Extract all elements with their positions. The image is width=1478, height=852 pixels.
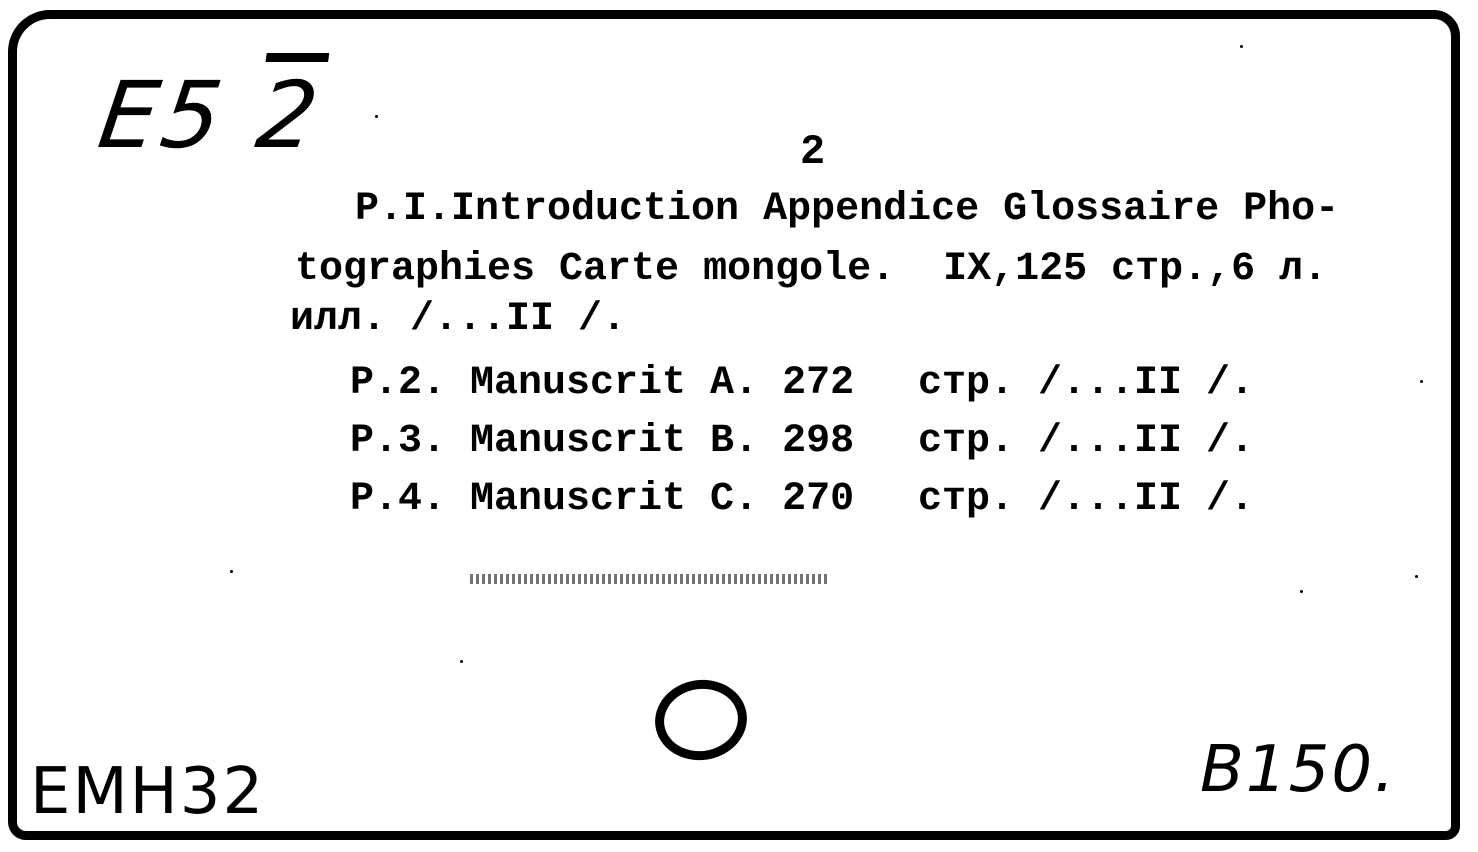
speck bbox=[1240, 45, 1243, 48]
speck bbox=[1420, 380, 1423, 383]
card-number: 2 bbox=[800, 128, 826, 176]
code-bottom-left: EMH32 bbox=[30, 755, 266, 829]
part-label: P.3. Manuscrit B. 298 bbox=[350, 419, 855, 464]
part-pages: стр. /...II /. bbox=[918, 419, 1255, 464]
speck bbox=[1415, 575, 1418, 578]
shelfmark-main: E5 bbox=[92, 62, 233, 169]
part-label: P.4. Manuscrit C. 270 bbox=[350, 477, 855, 522]
speck bbox=[460, 660, 463, 663]
part-pages: стр. /...II /. bbox=[918, 361, 1255, 406]
shelfmark-sub: 2 bbox=[250, 62, 329, 169]
speck bbox=[375, 115, 378, 118]
description-line-3: илл. /...II /. bbox=[290, 297, 627, 342]
part-row bbox=[350, 362, 1254, 406]
part-label: P.2. Manuscrit A. 272 bbox=[350, 361, 855, 406]
part-row bbox=[350, 478, 1254, 522]
description-line-2: tographies Carte mongole. IX,125 стр.,6 л. bbox=[295, 247, 1328, 292]
part-row bbox=[350, 420, 1254, 464]
part-pages: стр. /...II /. bbox=[918, 477, 1255, 522]
speck bbox=[230, 570, 233, 573]
code-bottom-right: B150. bbox=[1200, 733, 1397, 807]
description-line-1: P.I.Introduction Appendice Glossaire Pho- bbox=[355, 187, 1340, 232]
speck bbox=[1300, 590, 1303, 593]
dotted-divider bbox=[470, 574, 830, 584]
shelfmark-handwritten bbox=[92, 62, 329, 169]
